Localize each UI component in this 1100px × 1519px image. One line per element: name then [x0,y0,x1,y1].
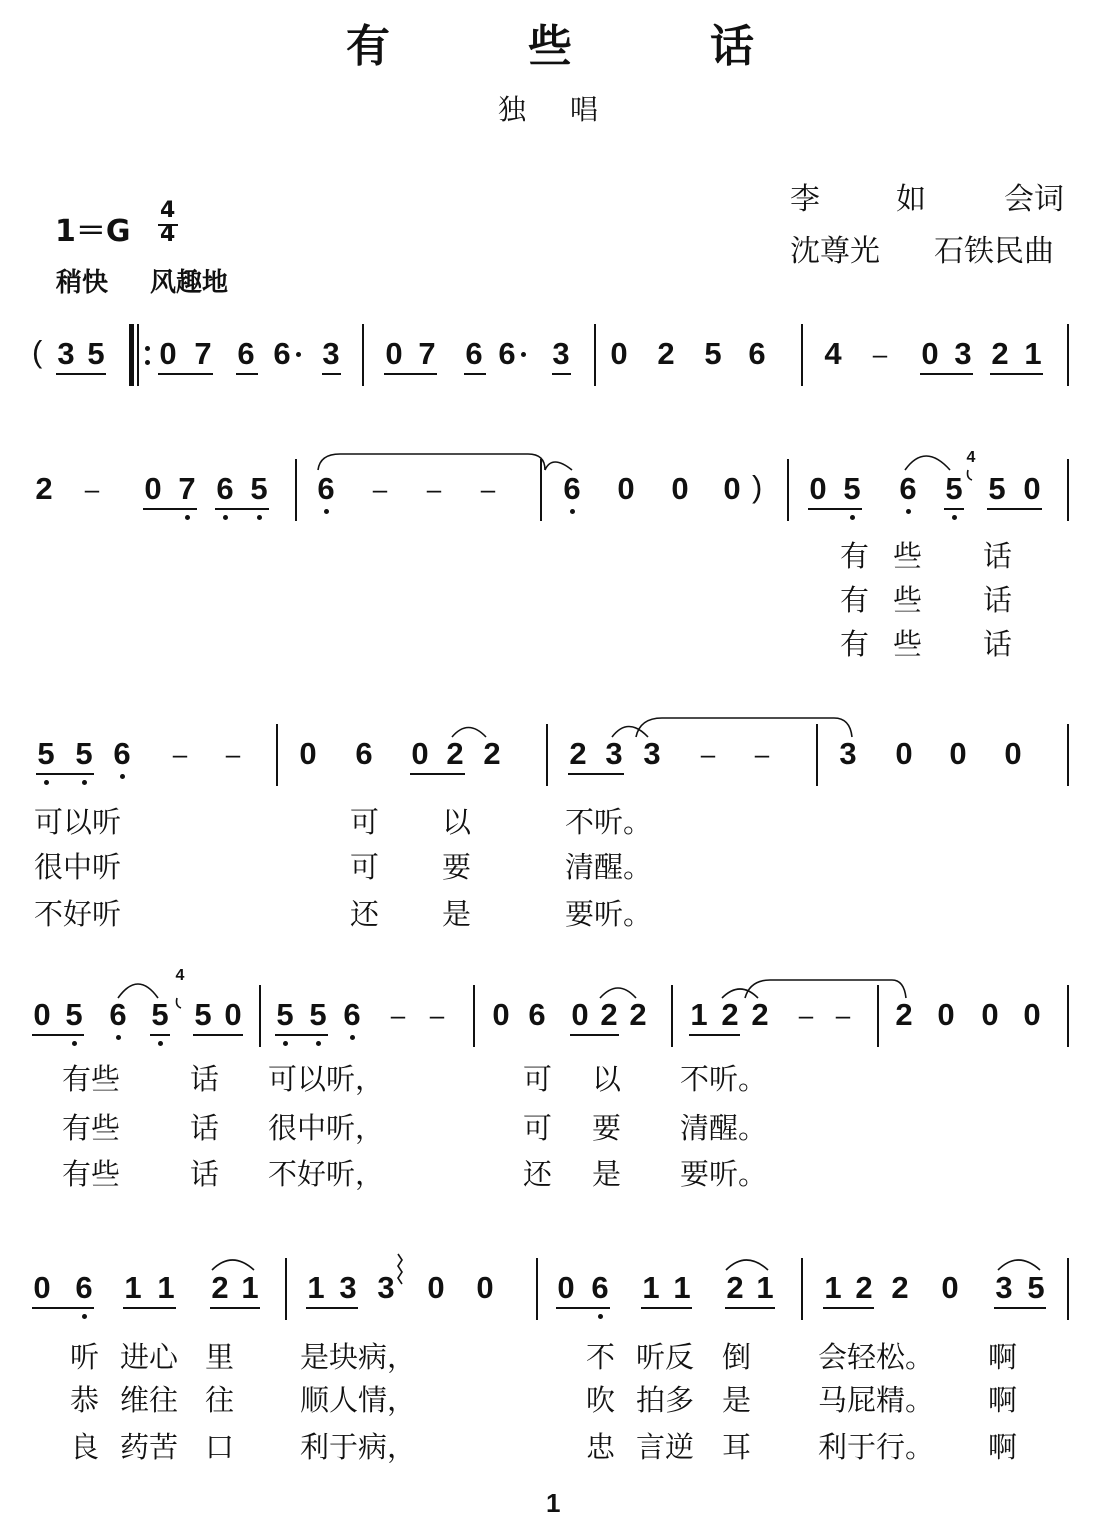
lyric: 是 [592,1157,622,1191]
lyric: 有些 [62,1062,121,1096]
note: 0 [492,997,510,1032]
lyric: 听反 [636,1340,695,1374]
note: 5 [37,736,55,771]
lyric: 以 [442,805,472,839]
tie-slur [212,1260,254,1270]
note: 0 [1004,736,1022,771]
note: 2 [211,1270,229,1305]
sustain-dash: – [426,474,442,504]
note: 0 [895,736,913,771]
lyric: 很中听 [34,850,122,884]
note: 5 [87,336,105,371]
lyric: 口 [205,1430,235,1464]
note: 1 [824,1270,842,1305]
sustain-dash: – [390,1000,406,1030]
lyric: 啊 [988,1340,1018,1374]
note: 2 [629,997,647,1032]
grace-note: 4 [966,449,976,466]
note: 5 [843,471,861,506]
lyric: 清醒。 [565,850,653,884]
note: 0 [1023,471,1041,506]
note: 0 [1023,997,1041,1032]
note: 2 [446,736,464,771]
note: 3 [954,336,972,371]
note: 2 [726,1270,744,1305]
sustain-dash: – [700,739,716,769]
grace-hook [177,998,182,1008]
note: 0 [299,736,317,771]
note: 0 [949,736,967,771]
note: 3 [377,1270,395,1305]
key-signature: 1＝G [55,214,131,249]
note: 6 [109,997,127,1032]
note: 2 [657,336,675,371]
lyric: 话 [190,1062,220,1096]
lyric: 听 [70,1340,100,1374]
note: 6 [748,336,766,371]
tie-slur [636,718,852,737]
lyric: 些 [893,627,923,661]
note: 0 [941,1270,959,1305]
sustain-dash: – [480,474,496,504]
note: 0 [921,336,939,371]
note: 1 [241,1270,259,1305]
lyric: 可 [350,850,380,884]
lyric: 是块病， [300,1340,417,1374]
close-paren: ) [752,469,763,504]
lyric: 话 [983,583,1013,617]
lyric: 良 [70,1430,100,1464]
lyric: 里 [205,1340,235,1374]
lyric: 倒 [722,1340,752,1374]
note: 6 [237,336,255,371]
grace-note: 4 [175,967,185,984]
lyric: 会轻松。 [818,1340,935,1374]
note: 0 [476,1270,494,1305]
tie-slur [118,984,158,998]
lyric: 可 [350,805,380,839]
note: 0 [33,997,51,1032]
note: 5 [988,471,1006,506]
lyric: 进心 [120,1340,179,1374]
lyric: 不 [586,1340,616,1374]
lyric: 啊 [988,1430,1018,1464]
lyric: 要 [592,1111,622,1145]
lyric: 清醒。 [680,1111,768,1145]
note: 2 [569,736,587,771]
open-paren: ( [32,334,43,369]
tie-slur [905,456,950,470]
sustain-dash: – [798,1000,814,1030]
lyric: 顺人情， [300,1383,417,1417]
tie-slur [600,988,636,998]
note: 0 [385,336,403,371]
note: 0 [224,997,242,1032]
note: 6 [216,471,234,506]
note: 5 [75,736,93,771]
title-char-1: 有 [346,21,390,72]
note: 0 [809,471,827,506]
sustain-dash: – [754,739,770,769]
lyric: 药苦 [120,1430,179,1464]
note: 1 [756,1270,774,1305]
lyric: 可以听， [268,1062,385,1096]
note: 0 [33,1270,51,1305]
page-number: 1 [546,1488,561,1518]
tie-slur [318,454,545,470]
lyric: 可以听 [34,805,122,839]
sustain-dash: – [429,1000,445,1030]
note: 6 [317,471,335,506]
note: 1 [124,1270,142,1305]
note: 0 [427,1270,445,1305]
lyric: 往 [205,1383,235,1417]
note: 2 [991,336,1009,371]
note: 1 [673,1270,691,1305]
tie-slur [998,1260,1040,1270]
lyric: 有 [840,539,870,573]
note: 7 [194,336,212,371]
note: 6 [113,736,131,771]
time-signature-numerator: 4 [160,198,176,223]
lyric: 有 [840,627,870,661]
note: 0 [411,736,429,771]
tie-slur [612,727,648,738]
lyric: 言逆 [636,1430,695,1464]
subtitle-char-2: 唱 [570,93,599,126]
lyric: 不好听， [268,1157,385,1191]
tie-slur [545,462,572,470]
note: 0 [723,471,741,506]
subtitle-char-1: 独 [498,93,527,126]
note: 0 [937,997,955,1032]
lyric: 可 [523,1062,553,1096]
lyric: 还 [523,1157,553,1191]
note: 6 [355,736,373,771]
tie-slur [722,989,758,998]
lyric: 不听。 [680,1062,768,1096]
note: 6 [899,471,917,506]
note: 5 [250,471,268,506]
note: 2 [721,997,739,1032]
note: 3 [643,736,661,771]
lyricist-credit: 会词 [1004,182,1064,217]
note: 5 [1027,1270,1045,1305]
note: 4 [824,336,842,371]
note: 6 [498,336,516,371]
lyric: 不听。 [565,805,653,839]
lyric: 有些 [62,1111,121,1145]
expression-marking: 风趣地 [150,268,229,298]
lyric: 维往 [120,1383,179,1417]
composer-credit: 石铁民曲 [934,234,1054,269]
time-signature-denominator: 4 [160,222,176,247]
note: 5 [276,997,294,1032]
lyric: 利于病， [300,1430,417,1464]
note: 2 [35,471,53,506]
note: 5 [65,997,83,1032]
lyric: 话 [190,1111,220,1145]
note: 3 [57,336,75,371]
note: 6 [273,336,291,371]
lyric: 话 [983,539,1013,573]
sustain-dash: – [835,1000,851,1030]
lyric: 是 [722,1383,752,1417]
lyric: 忠 [586,1430,616,1464]
note: 5 [945,471,963,506]
note: 0 [981,997,999,1032]
lyric: 还 [350,897,380,931]
note: 0 [159,336,177,371]
note: 3 [839,736,857,771]
note: 0 [617,471,635,506]
lyricist-name-part-2: 如 [896,182,926,217]
note: 2 [600,997,618,1032]
lyric: 啊 [988,1383,1018,1417]
tie-slur [745,980,906,998]
lyric: 利于行。 [818,1430,935,1464]
note: 3 [322,336,340,371]
lyric: 话 [983,627,1013,661]
note: 0 [571,997,589,1032]
lyric: 有 [840,583,870,617]
note: 3 [552,336,570,371]
lyric: 可 [523,1111,553,1145]
note: 1 [690,997,708,1032]
lyric: 耳 [722,1430,752,1464]
note: 5 [309,997,327,1032]
note: 1 [1024,336,1042,371]
sustain-dash: – [172,739,188,769]
note: 6 [563,471,581,506]
lyric: 要听。 [565,897,653,931]
note: 3 [339,1270,357,1305]
lyric: 恭 [70,1383,100,1417]
lyric: 话 [190,1157,220,1191]
sustain-dash: – [872,339,888,369]
lyric: 些 [893,583,923,617]
note: 7 [178,471,196,506]
lyric: 有些 [62,1157,121,1191]
note: 0 [671,471,689,506]
title-char-3: 话 [710,21,754,72]
lyric: 是 [442,897,472,931]
note: 0 [144,471,162,506]
lyric: 要听。 [680,1157,768,1191]
tie-slur [452,728,486,738]
note: 2 [751,997,769,1032]
lyric: 些 [893,539,923,573]
note: 3 [605,736,623,771]
lyric: 马屁精。 [818,1383,935,1417]
grace-hook [968,470,973,480]
note: 5 [194,997,212,1032]
lyricist-name-part-1: 李 [790,182,820,217]
note: 2 [855,1270,873,1305]
note: 0 [610,336,628,371]
glissando-mark [398,1254,402,1284]
note: 5 [151,997,169,1032]
lyric: 以 [592,1062,622,1096]
note: 6 [465,336,483,371]
note: 2 [895,997,913,1032]
title-char-2: 些 [528,21,572,72]
lyric: 很中听， [268,1111,385,1145]
note: 6 [528,997,546,1032]
lyric: 吹 [586,1383,616,1417]
note: 2 [483,736,501,771]
sustain-dash: – [84,474,100,504]
lyric: 不好听 [34,897,122,931]
tie-slur [726,1260,768,1270]
composer-name-1: 沈尊光 [790,234,880,269]
sustain-dash: – [372,474,388,504]
note: 6 [343,997,361,1032]
note: 6 [591,1270,609,1305]
sustain-dash: – [225,739,241,769]
lyric: 拍多 [636,1383,695,1417]
note: 7 [418,336,436,371]
note: 1 [157,1270,175,1305]
note: 0 [557,1270,575,1305]
note: 5 [704,336,722,371]
tempo-marking: 稍快 [56,268,109,298]
note: 1 [307,1270,325,1305]
note: 2 [891,1270,909,1305]
note: 1 [642,1270,660,1305]
note: 6 [75,1270,93,1305]
lyric: 要 [442,850,472,884]
note: 3 [995,1270,1013,1305]
